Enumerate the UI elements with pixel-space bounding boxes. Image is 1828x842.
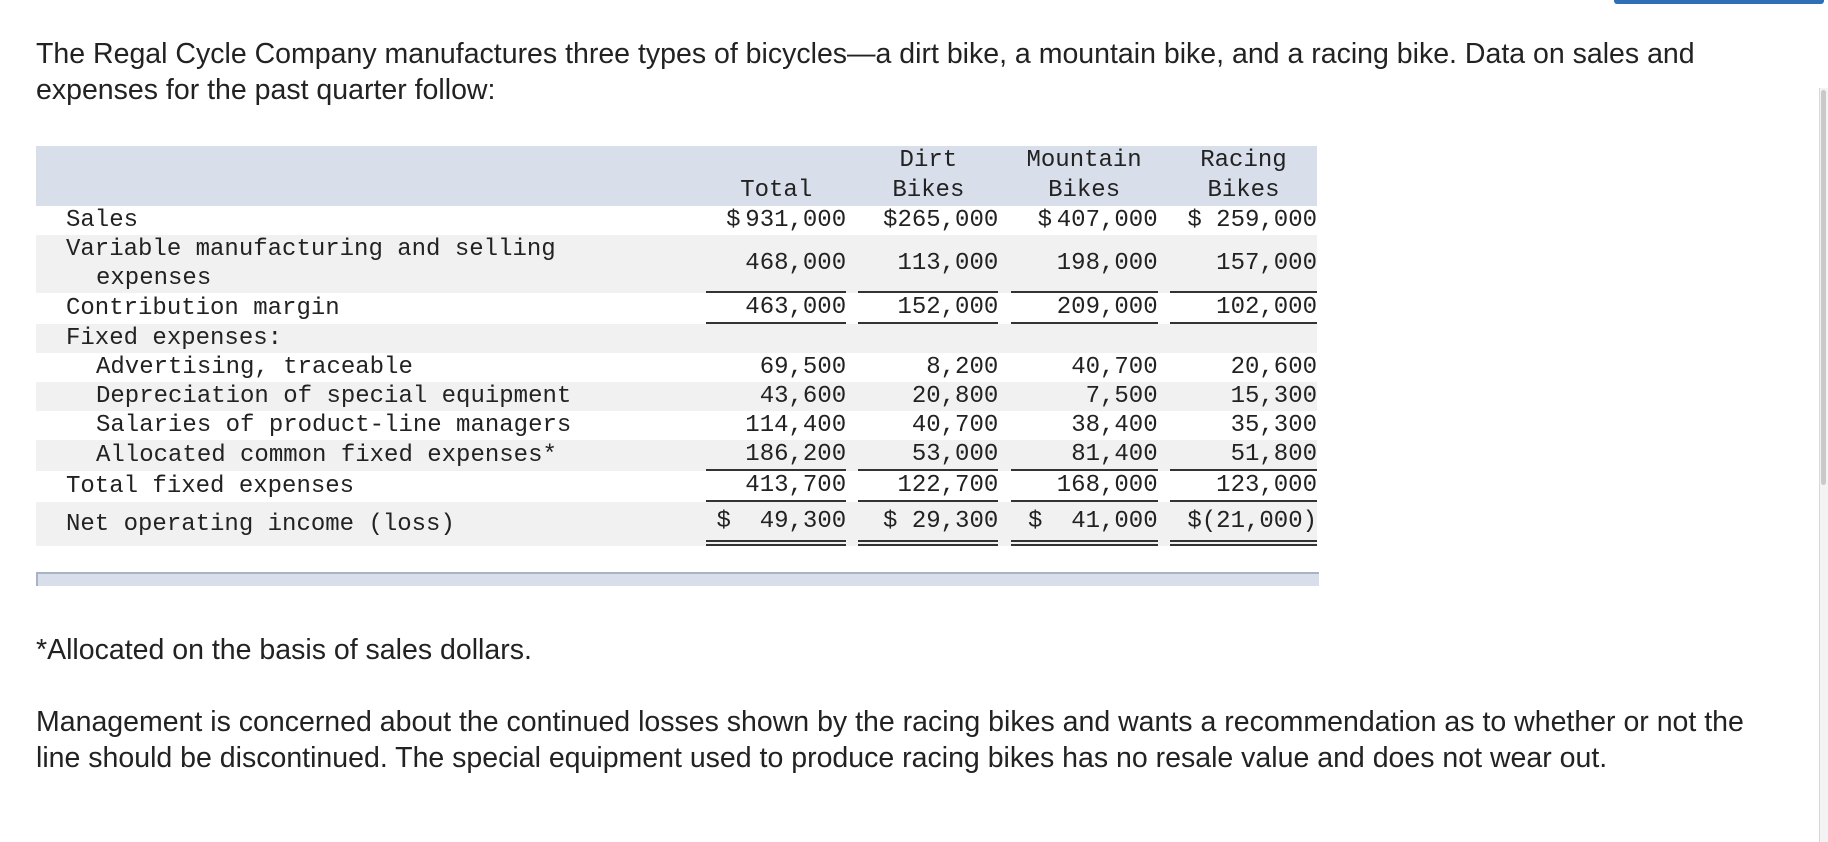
cell-mountain: 198,000: [1011, 235, 1158, 293]
row-advertising: [36, 353, 1317, 382]
header-dirt-line1: Dirt: [899, 147, 958, 174]
cell-dirt: 122,700: [858, 471, 998, 502]
table-bottom-bar: [36, 572, 1319, 586]
row-label: Contribution margin: [66, 295, 340, 322]
cell-racing: $ 259,000: [1187, 207, 1317, 234]
cell-total: 186,200: [706, 440, 846, 471]
scrollbar[interactable]: [1819, 88, 1828, 842]
header-mountain-line1: Mountain: [1026, 147, 1142, 174]
cell-racing: 35,300: [1230, 412, 1317, 439]
cell-mountain: 81,400: [1011, 440, 1158, 471]
cell-dirt: [858, 324, 998, 353]
financial-table: [36, 146, 1317, 546]
cell-dirt: 53,000: [858, 440, 998, 471]
cell-dirt: 152,000: [858, 293, 998, 324]
row-salaries: [36, 411, 1317, 440]
header-mountain-line2: Bikes: [1048, 177, 1121, 204]
cell-racing: 15,300: [1230, 383, 1317, 410]
cell-total: $ 49,300: [706, 502, 846, 546]
cell-dirt: $ 29,300: [858, 502, 998, 546]
cell-total: 413,700: [706, 471, 846, 502]
cell-mountain: $ 407,000: [1037, 207, 1158, 234]
cell-mountain: 40,700: [1071, 354, 1158, 381]
row-allocated-common: [36, 440, 1317, 471]
row-label: Net operating income (loss): [66, 510, 455, 538]
cell-dirt: $265,000: [883, 207, 999, 234]
cell-total: 463,000: [706, 293, 846, 324]
row-label-line2: expenses: [96, 265, 212, 292]
cell-racing: 51,800: [1170, 440, 1317, 471]
cell-racing: $(21,000): [1170, 502, 1317, 546]
row-depreciation: [36, 382, 1317, 411]
cell-racing: 123,000: [1170, 471, 1317, 502]
cell-racing: 157,000: [1170, 235, 1317, 293]
header-total-line2: Total: [740, 177, 813, 204]
row-label: Sales: [66, 207, 139, 234]
cell-total: [706, 324, 846, 353]
cell-dirt: 20,800: [911, 383, 999, 410]
scrollbar-thumb[interactable]: [1821, 90, 1826, 485]
header-total-line1: [706, 146, 846, 176]
row-sales: [36, 206, 1317, 235]
header-racing-line2: Bikes: [1207, 177, 1280, 204]
cell-total: $ 931,000: [726, 207, 847, 234]
row-label: [36, 235, 706, 293]
intro-paragraph: The Regal Cycle Company manufactures three types of bicycles—a dirt bike, a mountain bike, and a racing bike. Data on sales and expenses for the past quarter follow:: [36, 38, 1695, 106]
cell-total: 43,600: [759, 383, 847, 410]
row-net-operating-income: [36, 502, 1317, 546]
header-racing-line1: Racing: [1200, 147, 1287, 174]
row-contribution-margin: [36, 293, 1317, 324]
cell-dirt: 40,700: [911, 412, 999, 439]
header-row-1: [36, 146, 1317, 176]
footnote: *Allocated on the basis of sales dollars.: [36, 634, 532, 666]
row-label-line1: Variable manufacturing and selling: [66, 236, 556, 263]
cell-racing: 20,600: [1230, 354, 1317, 381]
closing-paragraph: Management is concerned about the continued losses shown by the racing bikes and wants a recommendation as to whether or not the line should be discontinued. The special equipment used to produce racing bikes has no resale value and does not wear out.: [36, 706, 1744, 774]
row-label: Total fixed expenses: [66, 473, 355, 500]
top-accent-bar: [1614, 0, 1824, 4]
cell-mountain: 168,000: [1011, 471, 1158, 502]
row-fixed-expenses-heading: [36, 324, 1317, 353]
row-label: Depreciation of special equipment: [96, 383, 572, 410]
cell-dirt: 8,200: [926, 354, 999, 381]
cell-mountain: 7,500: [1085, 383, 1158, 410]
cell-mountain: 209,000: [1011, 293, 1158, 324]
row-variable-expenses: [36, 235, 1317, 293]
cell-total: 114,400: [745, 412, 847, 439]
header-row-2: [36, 176, 1317, 206]
cell-racing: 102,000: [1170, 293, 1317, 324]
cell-dirt: 113,000: [858, 235, 998, 293]
cell-total: 69,500: [759, 354, 847, 381]
row-label: Allocated common fixed expenses*: [96, 442, 557, 469]
cell-total: 468,000: [706, 235, 846, 293]
row-label: Advertising, traceable: [96, 354, 413, 381]
row-label: Salaries of product-line managers: [96, 412, 572, 439]
row-label: Fixed expenses:: [66, 325, 283, 352]
cell-mountain: $ 41,000: [1011, 502, 1158, 546]
row-total-fixed: [36, 471, 1317, 502]
header-dirt-line2: Bikes: [892, 177, 965, 204]
cell-mountain: [1011, 324, 1158, 353]
cell-mountain: 38,400: [1071, 412, 1158, 439]
cell-racing: [1170, 324, 1317, 353]
